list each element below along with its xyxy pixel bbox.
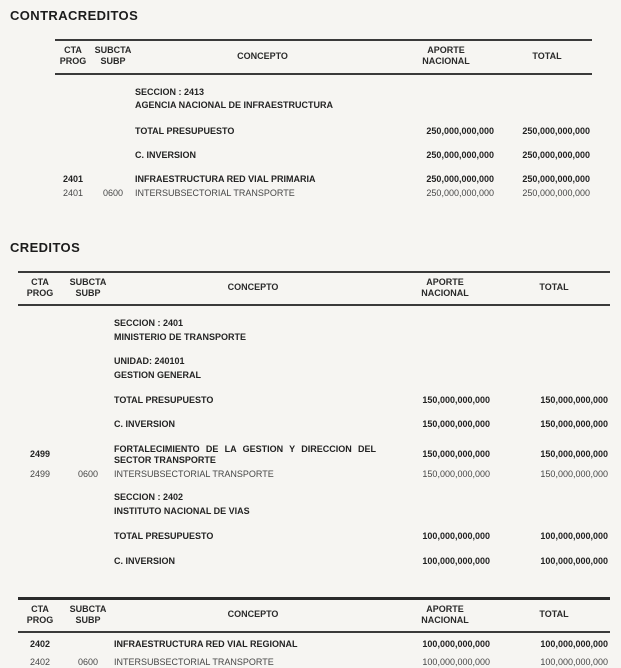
total-cell: 100,000,000,000 xyxy=(540,656,608,667)
aporte-nacional-cell: 250,000,000,000 xyxy=(426,174,494,184)
table-row xyxy=(18,469,610,480)
total-cell: 150,000,000,000 xyxy=(540,469,608,479)
group-cell xyxy=(114,355,610,382)
cta-cell: 2401 xyxy=(62,174,84,184)
aporte-nacional-cell: 150,000,000,000 xyxy=(422,469,490,479)
column-header-line: TOTAL xyxy=(532,50,562,61)
column-header-line: SUBP xyxy=(75,287,101,298)
table-group-row xyxy=(18,355,610,382)
table-header-row xyxy=(18,597,610,634)
section-label: INSTITUTO NACIONAL DE VIAS xyxy=(114,505,250,516)
column-header-aporte xyxy=(392,604,498,627)
column-header-line: TOTAL xyxy=(539,609,569,620)
column-header-cta xyxy=(55,45,91,68)
column-header-line: SUBP xyxy=(100,56,126,67)
section-title-creditos: CREDITOS xyxy=(10,239,81,255)
column-header-line: APORTE xyxy=(426,276,464,287)
aporte-nacional-cell: 150,000,000,000 xyxy=(422,419,490,430)
column-header-line: SUBCTA xyxy=(94,45,132,55)
table-header-row xyxy=(18,271,610,307)
concept-cell: C. INVERSION xyxy=(114,555,176,566)
aporte-nacional-cell: 250,000,000,000 xyxy=(426,149,494,160)
concept-cell: INFRAESTRUCTURA RED VIAL PRIMARIA xyxy=(135,174,316,184)
column-header-line: CONCEPTO xyxy=(237,50,288,61)
column-header-line: SUBP xyxy=(75,615,101,625)
total-cell: 150,000,000,000 xyxy=(540,449,608,460)
column-header-line: SUBCTA xyxy=(69,603,107,614)
concept-cell: INTERSUBSECTORIAL TRANSPORTE xyxy=(135,188,295,199)
contracreditos-table xyxy=(55,39,592,200)
section-label: MINISTERIO DE TRANSPORTE xyxy=(114,331,247,342)
column-header-line: APORTE xyxy=(426,603,464,614)
cta-cell: 2401 xyxy=(62,188,84,199)
column-header-line: TOTAL xyxy=(539,282,569,293)
aporte-nacional-cell: 100,000,000,000 xyxy=(422,531,490,542)
table-header-row xyxy=(55,39,592,75)
column-header-line: NACIONAL xyxy=(422,56,470,67)
table-row xyxy=(18,395,610,406)
table-row xyxy=(18,556,610,567)
concept-cell: INTERSUBSECTORIAL TRANSPORTE xyxy=(114,656,274,667)
column-header-total xyxy=(502,51,592,62)
cta-cell: 2402 xyxy=(29,639,51,650)
section-label: GESTION GENERAL xyxy=(114,369,202,380)
total-cell: 100,000,000,000 xyxy=(540,639,608,650)
cta-cell: 2499 xyxy=(29,449,51,460)
table-row xyxy=(55,126,592,137)
table-group-row xyxy=(18,491,610,518)
total-cell: 150,000,000,000 xyxy=(540,395,608,405)
column-header-line: APORTE xyxy=(427,45,465,55)
section-label: AGENCIA NACIONAL DE INFRAESTRUCTURA xyxy=(135,100,333,110)
total-cell: 250,000,000,000 xyxy=(522,125,590,136)
section-label: UNIDAD: 240101 xyxy=(114,356,185,366)
concept-cell: C. INVERSION xyxy=(114,419,176,430)
table-row xyxy=(18,531,610,542)
subcta-cell: 0600 xyxy=(77,469,99,479)
column-header-subcta xyxy=(91,45,135,68)
column-header-cta xyxy=(18,604,62,627)
column-header-total xyxy=(498,282,610,293)
table-row xyxy=(18,657,610,668)
table-row xyxy=(18,639,610,650)
column-header-total xyxy=(498,609,610,620)
aporte-nacional-cell: 150,000,000,000 xyxy=(422,395,490,405)
subcta-cell: 0600 xyxy=(77,656,99,667)
column-header-line: PROG xyxy=(26,287,54,298)
section-title-contracreditos: CONTRACREDITOS xyxy=(10,8,139,23)
total-cell: 250,000,000,000 xyxy=(522,188,590,199)
aporte-nacional-cell: 250,000,000,000 xyxy=(426,188,494,199)
concept-cell: INFRAESTRUCTURA RED VIAL REGIONAL xyxy=(114,639,298,650)
column-header-cta xyxy=(18,277,62,300)
table-group-row xyxy=(55,86,592,113)
column-header-subcta xyxy=(62,277,114,300)
column-header-aporte xyxy=(392,277,498,300)
column-header-subcta xyxy=(62,604,114,627)
cta-cell: 2499 xyxy=(29,469,51,479)
column-header-aporte xyxy=(390,45,502,68)
subcta-cell: 0600 xyxy=(102,188,124,199)
column-header-line: CONCEPTO xyxy=(227,609,279,620)
column-header-concepto xyxy=(114,282,392,293)
total-cell: 150,000,000,000 xyxy=(540,419,608,430)
aporte-nacional-cell: 100,000,000,000 xyxy=(422,639,490,650)
column-header-line: CONCEPTO xyxy=(227,282,279,293)
column-header-line: PROG xyxy=(26,615,54,625)
column-header-line: CTA xyxy=(31,276,49,287)
concept-cell: INTERSUBSECTORIAL TRANSPORTE xyxy=(114,469,274,479)
column-header-line: CTA xyxy=(64,45,82,55)
total-cell: 100,000,000,000 xyxy=(540,531,608,542)
group-cell xyxy=(135,86,592,113)
aporte-nacional-cell: 100,000,000,000 xyxy=(422,555,490,566)
group-cell xyxy=(114,317,610,344)
table-row xyxy=(18,444,610,467)
column-header-line: NACIONAL xyxy=(421,615,469,625)
column-header-line: PROG xyxy=(59,56,87,67)
table-row xyxy=(55,174,592,185)
section-label: SECCION : 2401 xyxy=(114,318,184,328)
column-header-concepto xyxy=(135,51,390,62)
aporte-nacional-cell: 250,000,000,000 xyxy=(426,125,494,136)
concept-cell: TOTAL PRESUPUESTO xyxy=(114,395,214,405)
column-header-concepto xyxy=(114,609,392,620)
table-group-row xyxy=(18,317,610,344)
cta-cell: 2402 xyxy=(29,656,51,667)
concept-cell: C. INVERSION xyxy=(135,149,197,160)
group-cell xyxy=(114,491,610,518)
table-row xyxy=(55,150,592,161)
concept-cell: TOTAL PRESUPUESTO xyxy=(114,531,214,542)
total-cell: 100,000,000,000 xyxy=(540,555,608,566)
concept-cell: TOTAL PRESUPUESTO xyxy=(135,125,235,136)
creditos-continuation-table xyxy=(18,597,610,668)
total-cell: 250,000,000,000 xyxy=(522,149,590,160)
section-label: SECCION : 2402 xyxy=(114,492,184,503)
column-header-line: SUBCTA xyxy=(69,276,107,287)
concept-cell: FORTALECIMIENTO DE LA GESTION Y DIRECCION DEL SECTOR TRANSPORTE xyxy=(114,443,376,465)
aporte-nacional-cell: 100,000,000,000 xyxy=(422,656,490,667)
total-cell: 250,000,000,000 xyxy=(522,174,590,184)
table-row xyxy=(18,419,610,430)
section-label: SECCION : 2413 xyxy=(135,86,205,97)
table-row xyxy=(55,188,592,199)
column-header-line: CTA xyxy=(31,603,49,614)
creditos-table xyxy=(18,271,610,567)
aporte-nacional-cell: 150,000,000,000 xyxy=(422,449,490,460)
column-header-line: NACIONAL xyxy=(421,287,469,298)
